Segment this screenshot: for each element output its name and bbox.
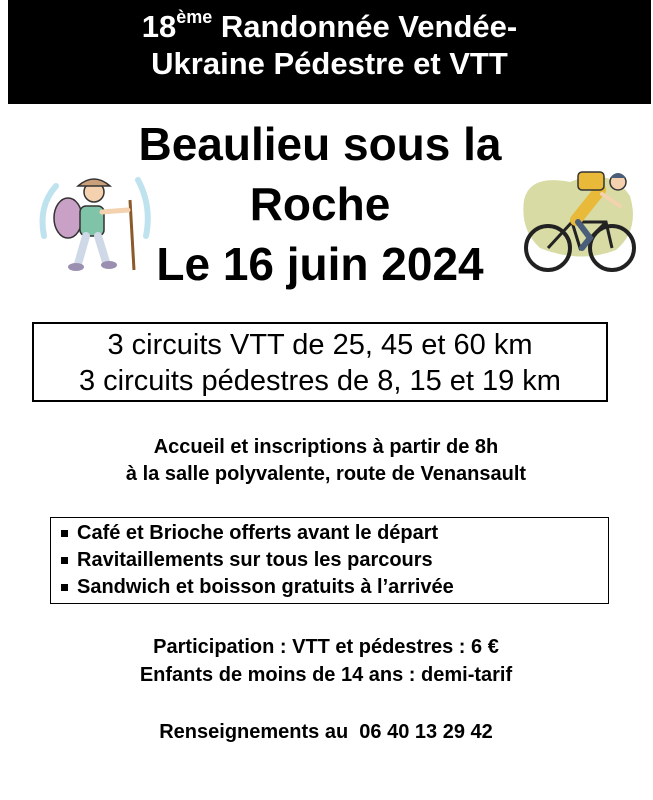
offer-text: Ravitaillements sur tous les parcours: [77, 549, 433, 571]
place-line-1: Beaulieu sous la: [138, 118, 502, 170]
square-bullet-icon: [61, 584, 68, 591]
pricing-info: [40, 633, 612, 689]
place-line-2: Roche: [249, 178, 391, 230]
offer-item: [61, 547, 608, 574]
contact-label: Renseignements au: [159, 721, 360, 743]
offer-text: Sandwich et boisson gratuits à l’arrivée: [77, 576, 454, 598]
offer-text: Café et Brioche offerts avant le départ: [77, 522, 439, 544]
offer-item: [61, 520, 608, 547]
pricing-line-1: Participation : VTT et pédestres : 6 €: [153, 636, 499, 658]
edition-number: 18: [141, 9, 177, 44]
accueil-line-1: Accueil et inscriptions à partir de 8h: [153, 436, 499, 458]
contact-info: [40, 718, 612, 746]
offers-box: [50, 517, 609, 604]
cyclist-icon: [520, 160, 640, 280]
header-line-1-text: Randonnée Vendée-: [212, 9, 518, 44]
accueil-line-2: à la salle polyvalente, route de Venansault: [125, 463, 527, 485]
header-line-2: Ukraine Pédestre et VTT: [151, 46, 508, 81]
event-header: [8, 0, 651, 104]
event-title: [120, 114, 520, 294]
pricing-line-2: Enfants de moins de 14 ans : demi-tarif: [139, 664, 513, 686]
edition-suffix: ème: [176, 6, 213, 27]
accueil-info: [40, 434, 612, 488]
circuits-box: [32, 322, 608, 402]
offer-item: [61, 574, 608, 601]
phone-number: 06 40 13 29 42: [359, 721, 493, 743]
event-date: Le 16 juin 2024: [156, 238, 484, 290]
circuit-vtt: 3 circuits VTT de 25, 45 et 60 km: [107, 329, 533, 361]
circuit-pedestre: 3 circuits pédestres de 8, 15 et 19 km: [79, 365, 561, 397]
hiker-icon: [34, 166, 154, 278]
square-bullet-icon: [61, 530, 68, 537]
square-bullet-icon: [61, 557, 68, 564]
header-line-1: [8, 8, 651, 45]
